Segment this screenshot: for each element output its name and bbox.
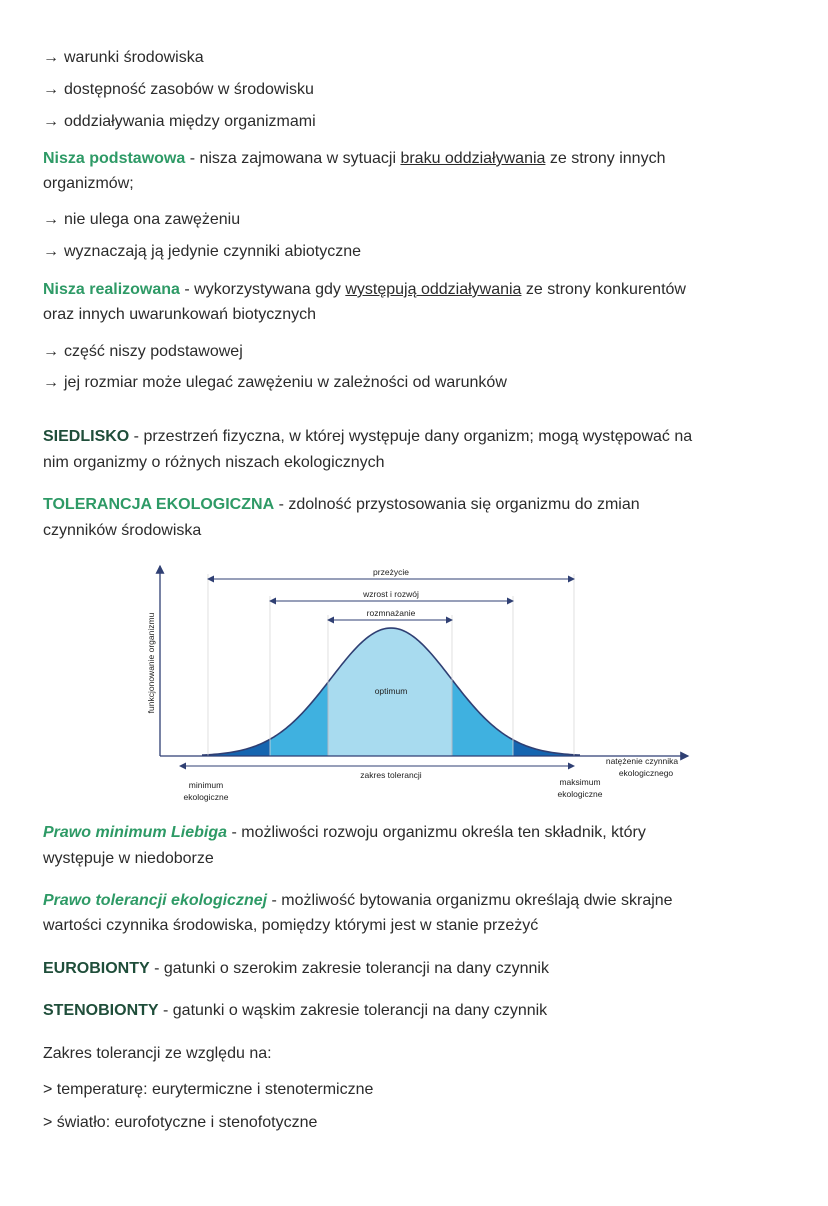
zone-label-wzrost: wzrost i rozwój bbox=[363, 589, 419, 599]
list-item: → dostępność zasobów w środowisku bbox=[43, 81, 314, 98]
arrow-right-icon: → bbox=[43, 243, 59, 260]
arrow-right-icon: → bbox=[43, 211, 59, 228]
list-item: > światło: eurofotyczne i stenofotyczne bbox=[43, 1114, 318, 1131]
list-item: → nie ulega ona zawężeniu bbox=[43, 211, 241, 228]
underlined-phrase: występują oddziaływania bbox=[345, 281, 522, 298]
list-item: → warunki środowiska bbox=[43, 49, 204, 66]
minimum-label-2: ekologiczne bbox=[183, 792, 229, 802]
term-prawo-tolerancji: Prawo tolerancji ekologicznej bbox=[43, 892, 268, 909]
minimum-label: minimum bbox=[188, 780, 224, 790]
definition-prawo-tolerancji: Prawo tolerancji ekologicznej - możliwość bytowania organizmu określają dwie skrajne bbox=[43, 892, 673, 909]
list-item: → wyznaczają ją jedynie czynniki abiotyczne bbox=[43, 243, 362, 260]
x-axis-label-2: ekologicznego bbox=[618, 768, 674, 778]
arrow-right-icon: → bbox=[43, 49, 59, 66]
marker: > bbox=[43, 1081, 53, 1098]
zone-label-rozmnazanie: rozmnażanie bbox=[366, 608, 416, 618]
zone-label-przezycie: przeżycie bbox=[373, 567, 409, 577]
definition-liebig: Prawo minimum Liebiga - możliwości rozwoju organizmu określa ten składnik, który bbox=[43, 824, 646, 841]
term-liebig: Prawo minimum Liebiga bbox=[43, 824, 228, 841]
optimum-label: optimum bbox=[374, 686, 408, 696]
section-heading: Zakres tolerancji ze względu na: bbox=[43, 1045, 272, 1062]
list-item: → oddziaływania między organizmami bbox=[43, 113, 316, 130]
underlined-phrase: braku oddziaływania bbox=[400, 150, 546, 167]
term-eurobionty: EUROBIONTY bbox=[43, 960, 150, 977]
tolerance-chart bbox=[140, 560, 700, 810]
list-item: → jej rozmiar może ulegać zawężeniu w zależności od warunków bbox=[43, 374, 507, 391]
maximum-label: maksimum bbox=[559, 777, 601, 787]
arrow-right-icon: → bbox=[43, 113, 59, 130]
definition-eurobionty: EUROBIONTY - gatunki o szerokim zakresie tolerancji na dany czynnik bbox=[43, 960, 549, 977]
term-siedlisko: SIEDLISKO bbox=[43, 428, 130, 445]
term-nisza-podstawowa: Nisza podstawowa bbox=[43, 150, 186, 167]
term-nisza-realizowana: Nisza realizowana bbox=[43, 281, 180, 298]
term-tolerancja-ekologiczna: TOLERANCJA EKOLOGICZNA bbox=[43, 496, 275, 513]
definition-continuation: występuje w niedoborze bbox=[43, 850, 214, 867]
definition-stenobionty: STENOBIONTY - gatunki o wąskim zakresie tolerancji na dany czynnik bbox=[43, 1002, 548, 1019]
definition-siedlisko: SIEDLISKO - przestrzeń fizyczna, w której występuje dany organizm; mogą występować na bbox=[43, 428, 693, 445]
list-item: > temperaturę: eurytermiczne i stenotermiczne bbox=[43, 1081, 374, 1098]
y-axis-label: funkcjonowanie organizmu bbox=[146, 612, 156, 714]
tolerance-chart-svg bbox=[140, 560, 700, 810]
range-label: zakres tolerancji bbox=[360, 770, 422, 780]
definition-continuation: oraz innych uwarunkowań biotycznych bbox=[43, 306, 317, 323]
arrow-right-icon: → bbox=[43, 374, 59, 391]
definition-continuation: wartości czynnika środowiska, pomiędzy którymi jest w stanie przeżyć bbox=[43, 917, 539, 934]
arrow-right-icon: → bbox=[43, 343, 59, 360]
definition-continuation: czynników środowiska bbox=[43, 522, 202, 539]
x-axis-label: natężenie czynnika bbox=[605, 756, 679, 766]
marker: > bbox=[43, 1114, 53, 1131]
term-stenobionty: STENOBIONTY bbox=[43, 1002, 159, 1019]
maximum-label-2: ekologiczne bbox=[557, 789, 603, 799]
list-item: → część niszy podstawowej bbox=[43, 343, 243, 360]
definition-nisza-realizowana: Nisza realizowana - wykorzystywana gdy występują oddziaływania ze strony konkurentów bbox=[43, 281, 686, 298]
definition-tolerancja: TOLERANCJA EKOLOGICZNA - zdolność przystosowania się organizmu do zmian bbox=[43, 496, 640, 513]
definition-continuation: organizmów; bbox=[43, 175, 134, 192]
arrow-right-icon: → bbox=[43, 81, 59, 98]
definition-nisza-podstawowa: Nisza podstawowa - nisza zajmowana w sytuacji braku oddziaływania ze strony innych bbox=[43, 150, 666, 167]
definition-continuation: nim organizmy o różnych niszach ekologicznych bbox=[43, 454, 385, 471]
